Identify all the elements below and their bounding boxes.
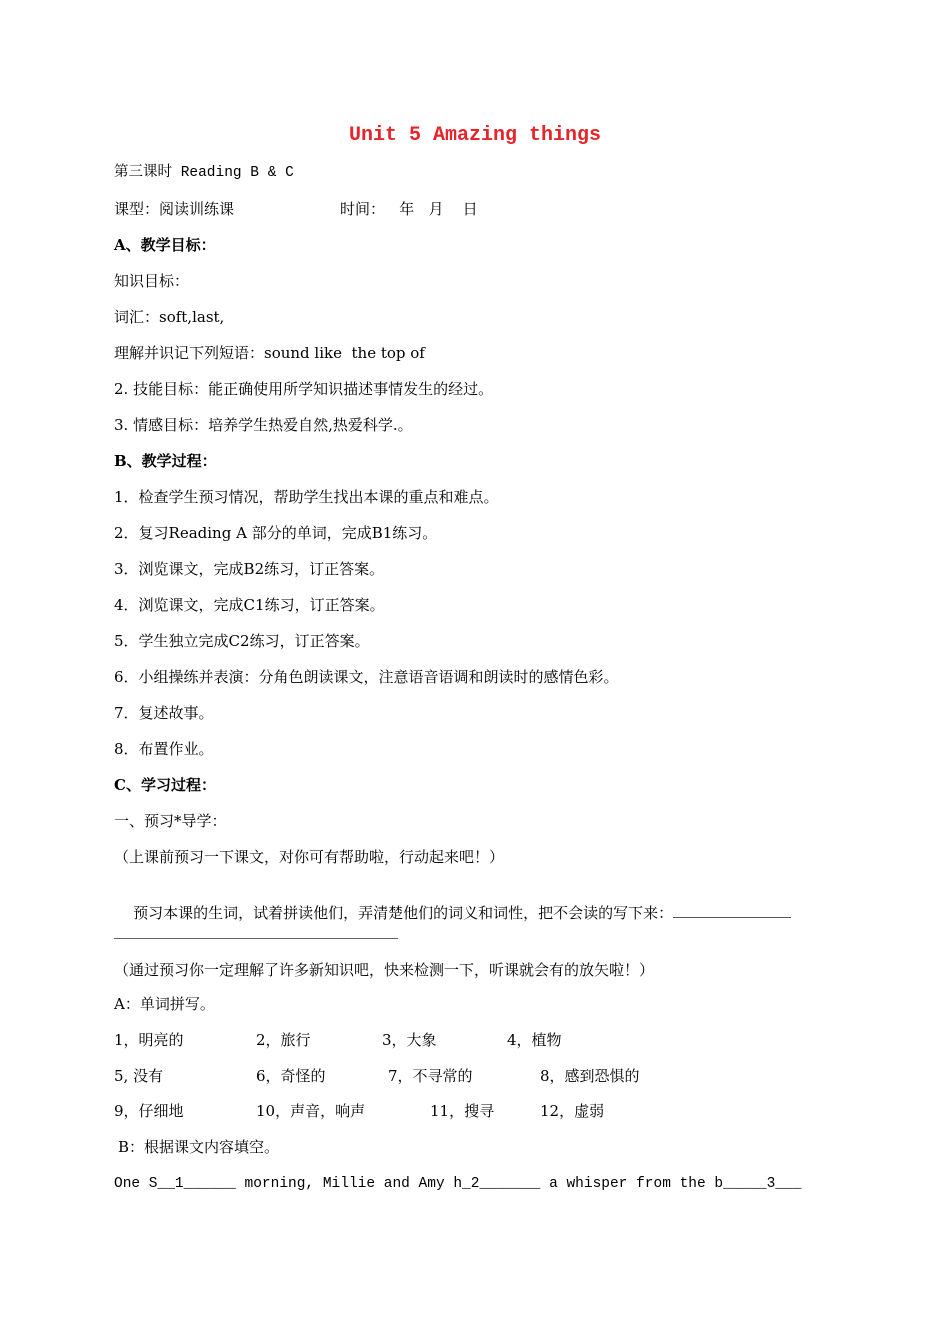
vocab-line: 词汇：soft,last,: [114, 308, 225, 326]
answer-blank[interactable]: [673, 903, 791, 918]
step-item: 8．布置作业。: [114, 740, 214, 758]
lesson-type: 课型：阅读训练课: [114, 200, 235, 218]
section-a-heading: A、教学目标：: [114, 236, 216, 254]
word-item: 5, 没有: [114, 1067, 164, 1085]
section-b-heading: B、教学过程：: [114, 452, 217, 470]
answer-line[interactable]: [114, 938, 398, 939]
step-item: 4．浏览课文，完成C1练习，订正答案。: [114, 596, 385, 614]
preview-task: [114, 883, 791, 943]
step-item: 6．小组操练并表演：分角色朗读课文，注意语音语调和朗读时的感情色彩。: [114, 668, 619, 686]
word-item: 6，奇怪的: [256, 1067, 326, 1085]
page-title: Unit 5 Amazing things: [348, 124, 602, 147]
step-item: 5．学生独立完成C2练习，订正答案。: [114, 632, 370, 650]
word-item: 11，搜寻: [430, 1102, 495, 1120]
word-item: 8，感到恐惧的: [540, 1067, 640, 1085]
step-item: 3．浏览课文，完成B2练习，订正答案。: [114, 560, 385, 578]
word-item: 2，旅行: [256, 1031, 311, 1049]
preview-heading: 一、预习*导学：: [114, 812, 227, 830]
word-item: 7，不寻常的: [388, 1067, 473, 1085]
lesson-time: 时间： 年 月 日: [340, 200, 478, 218]
skill-goal: 2. 技能目标：能正确使用所学知识描述事情发生的经过。: [114, 380, 494, 398]
word-item: 3，大象: [382, 1031, 437, 1049]
lesson-line: 第三课时 Reading B & C: [114, 165, 294, 181]
fill-heading: B：根据课文内容填空。: [118, 1138, 280, 1156]
phrases-line: 理解并识记下列短语：sound like the top of: [114, 344, 425, 362]
step-item: 7．复述故事。: [114, 704, 214, 722]
step-item: 1．检查学生预习情况，帮助学生找出本课的重点和难点。: [114, 488, 499, 506]
preview-task-text: 预习本课的生词，试着拼读他们，弄清楚他们的词义和词性，把不会读的写下来：: [133, 904, 674, 922]
word-item: 1，明亮的: [114, 1031, 184, 1049]
word-item: 10，声音，响声: [256, 1102, 366, 1120]
emotion-goal: 3. 情感目标：培养学生热爱自然,热爱科学.。: [114, 416, 413, 434]
knowledge-goal: 知识目标：: [114, 272, 190, 290]
section-c-heading: C、学习过程：: [114, 776, 216, 794]
step-item: 2．复习Reading A 部分的单词，完成B1练习。: [114, 524, 438, 542]
word-item: 4，植物: [507, 1031, 562, 1049]
word-item: 12，虚弱: [540, 1102, 605, 1120]
word-item: 9，仔细地: [114, 1102, 184, 1120]
check-tip: （通过预习你一定理解了许多新知识吧，快来检测一下，听课就会有的放矢啦！）: [114, 961, 655, 979]
preview-tip: （上课前预习一下课文，对你可有帮助啦，行动起来吧！）: [114, 848, 505, 866]
spelling-heading: A：单词拼写。: [114, 995, 215, 1013]
fill-line: One S__1______ morning, Millie and Amy h_2_______ a whisper from the b_____3___: [114, 1176, 802, 1192]
